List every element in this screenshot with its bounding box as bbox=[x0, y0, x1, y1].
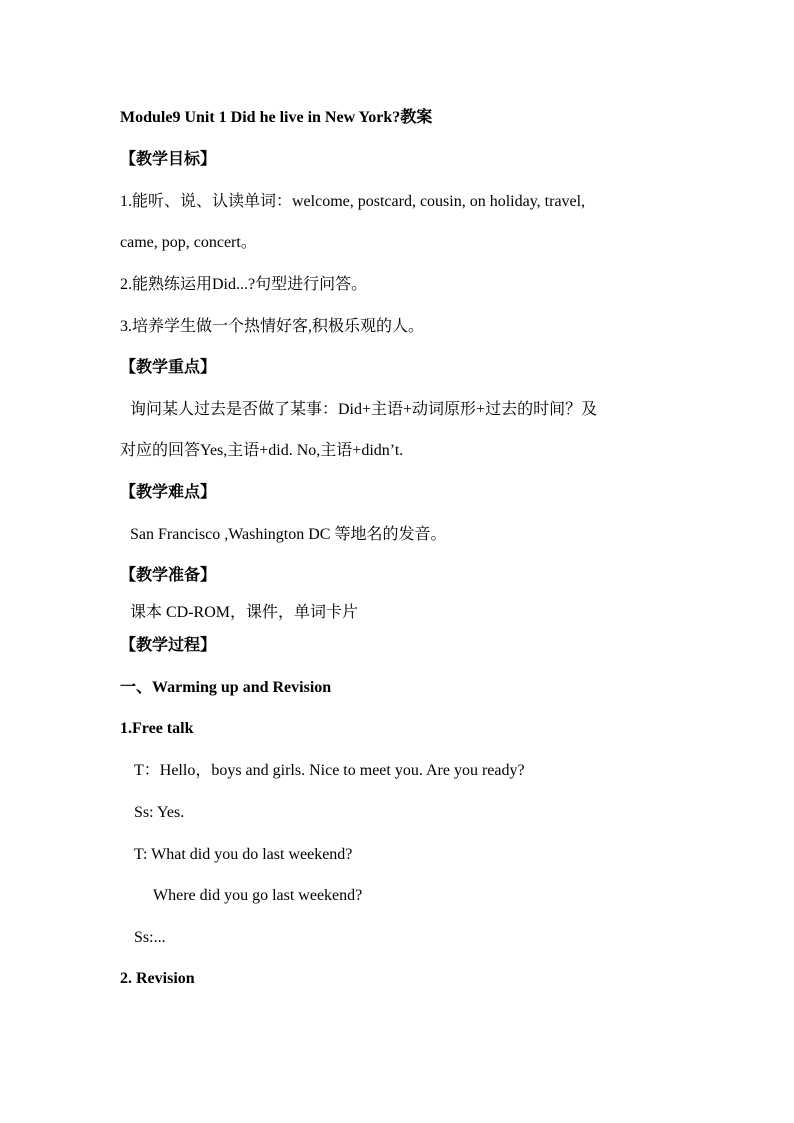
difficulty-text: San Francisco ,Washington DC 等地名的发音。 bbox=[130, 526, 447, 543]
goal-line-3: 2.能熟练运用Did...?句型进行问答。 bbox=[120, 276, 368, 293]
free-talk-heading: 1.Free talk bbox=[120, 720, 194, 737]
dialogue-line-5: Ss:... bbox=[134, 929, 166, 946]
goal-line-4: 3.培养学生做一个热情好客,积极乐观的人。 bbox=[120, 318, 425, 335]
key-point-line-2: 对应的回答Yes,主语+did. No,主语+didn’t. bbox=[120, 442, 404, 459]
goal-line-2: came, pop, concert。 bbox=[120, 234, 257, 251]
key-point-line-1: 询问某人过去是否做了某事：Did+主语+动词原形+过去的时间？及 bbox=[130, 401, 598, 418]
key-points-heading: 【教学重点】 bbox=[120, 359, 217, 376]
document-title: Module9 Unit 1 Did he live in New York?教案 bbox=[120, 109, 433, 126]
section1-heading: 一、Warming up and Revision bbox=[120, 679, 332, 696]
difficulty-heading: 【教学难点】 bbox=[120, 484, 217, 501]
goals-heading: 【教学目标】 bbox=[120, 151, 217, 168]
goal-line-1: 1.能听、说、认读单词：welcome, postcard, cousin, on holiday, travel, bbox=[120, 193, 586, 210]
dialogue-line-3: T: What did you do last weekend? bbox=[134, 846, 353, 863]
process-heading: 【教学过程】 bbox=[120, 637, 217, 654]
dialogue-line-1: T：Hello，boys and girls. Nice to meet you. Are you ready? bbox=[134, 762, 525, 779]
dialogue-line-4: Where did you go last weekend? bbox=[153, 887, 363, 904]
revision-heading: 2. Revision bbox=[120, 970, 195, 987]
preparation-heading: 【教学准备】 bbox=[120, 567, 217, 584]
preparation-text: 课本 CD-ROM，课件，单词卡片 bbox=[130, 604, 359, 621]
dialogue-line-2: Ss: Yes. bbox=[134, 804, 185, 821]
